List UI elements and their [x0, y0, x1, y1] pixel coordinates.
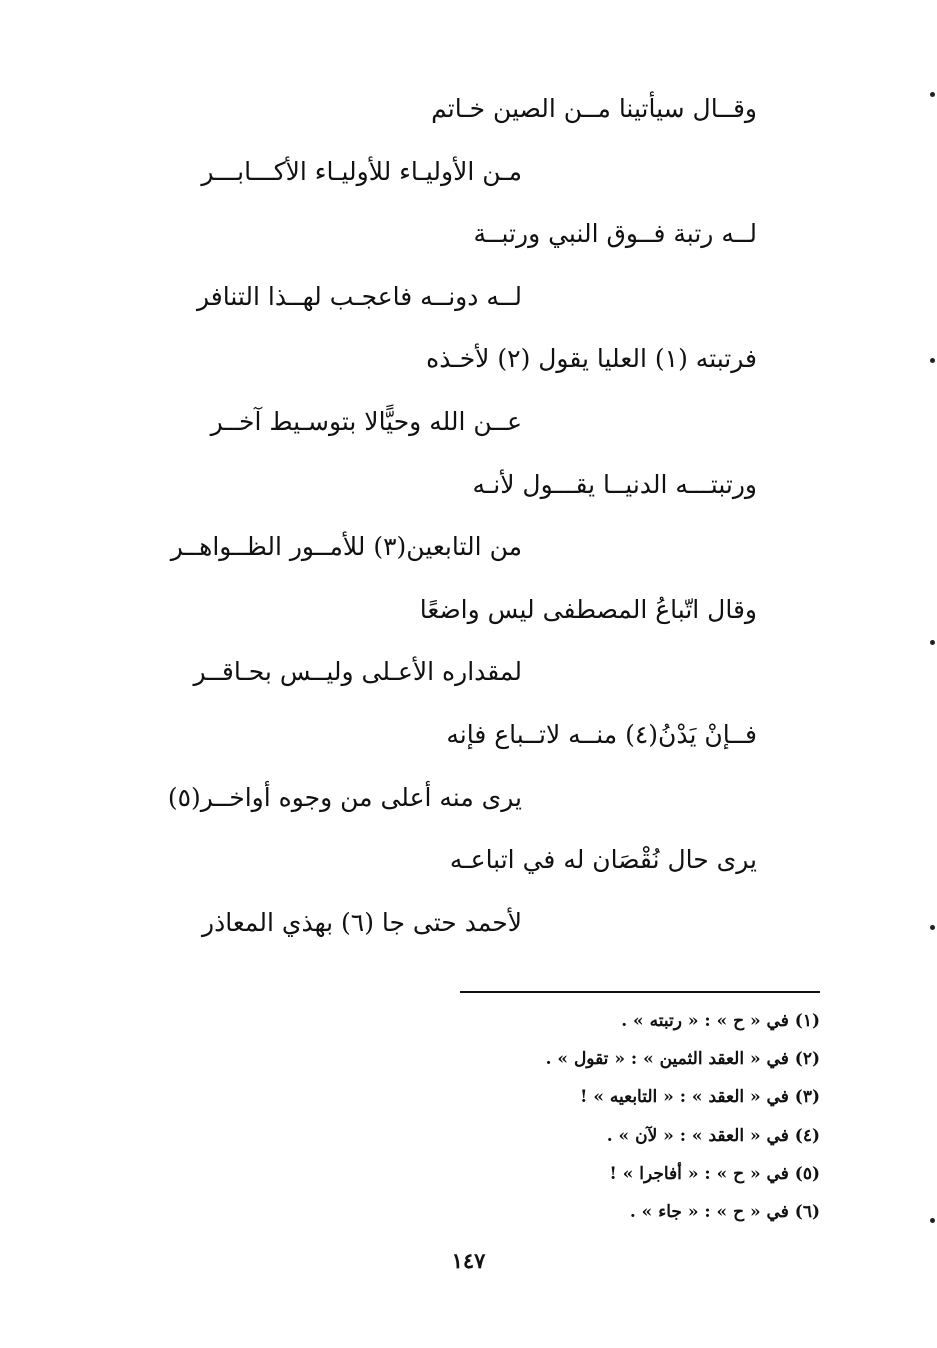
margin-speck — [930, 925, 935, 930]
verse-line: عــن الله وحيًّالا بتوسـيط آخــر — [210, 407, 522, 436]
footnote: (٦) في « ح » : « جاء » . — [629, 1202, 820, 1222]
verse-line: مـن الأوليـاء للأوليـاء الأكـــابـــر — [201, 157, 522, 186]
verse-line: فرتبته (١) العليا يقول (٢) لأخـذه — [426, 344, 757, 373]
footnote: (٤) في « العقد » : « لآن » . — [606, 1126, 820, 1146]
verse-line: يرى حال نُقْصَان له في اتباعـه — [449, 845, 757, 874]
verse-line: ورتبتـــه الدنيــا يقـــول لأنـه — [472, 470, 757, 499]
verse-line: لأحمد حتى جا (٦) بهذي المعاذر — [202, 908, 522, 937]
footnote-separator — [460, 991, 820, 993]
verse-line: لــه رتبة فــوق النبي ورتبــة — [473, 219, 757, 248]
verse-line: فــإنْ يَدْنُ(٤) منــه لاتــباع فإنه — [446, 720, 757, 749]
margin-speck — [930, 640, 935, 645]
margin-speck — [930, 92, 935, 97]
page-number: ١٤٧ — [451, 1248, 486, 1273]
verse-line: من التابعين(٣) للأمــور الظــواهــر — [170, 532, 522, 561]
footnote: (٣) في « العقد » : « التابعيه » ! — [579, 1087, 820, 1107]
footnote: (٥) في « ح » : « أفاجرا » ! — [609, 1164, 820, 1184]
footnote: (١) في « ح » : « رتبته » . — [621, 1011, 820, 1031]
verse-line: لمقداره الأعـلى وليــس بحـاقــر — [193, 657, 522, 686]
verse-line: وقال اتّباعُ المصطفى ليس واضعًا — [419, 595, 757, 624]
margin-speck — [930, 358, 935, 363]
margin-speck — [930, 1218, 935, 1223]
verse-line: لــه دونــه فاعجـب لهــذا التنافر — [196, 282, 522, 311]
verse-line: يرى منه أعلى من وجوه أواخــر(٥) — [167, 783, 522, 812]
footnote: (٢) في « العقد الثمين » : « تقول » . — [545, 1049, 820, 1069]
verse-line: وقــال سيأتينا مــن الصين خـاتم — [431, 94, 757, 123]
